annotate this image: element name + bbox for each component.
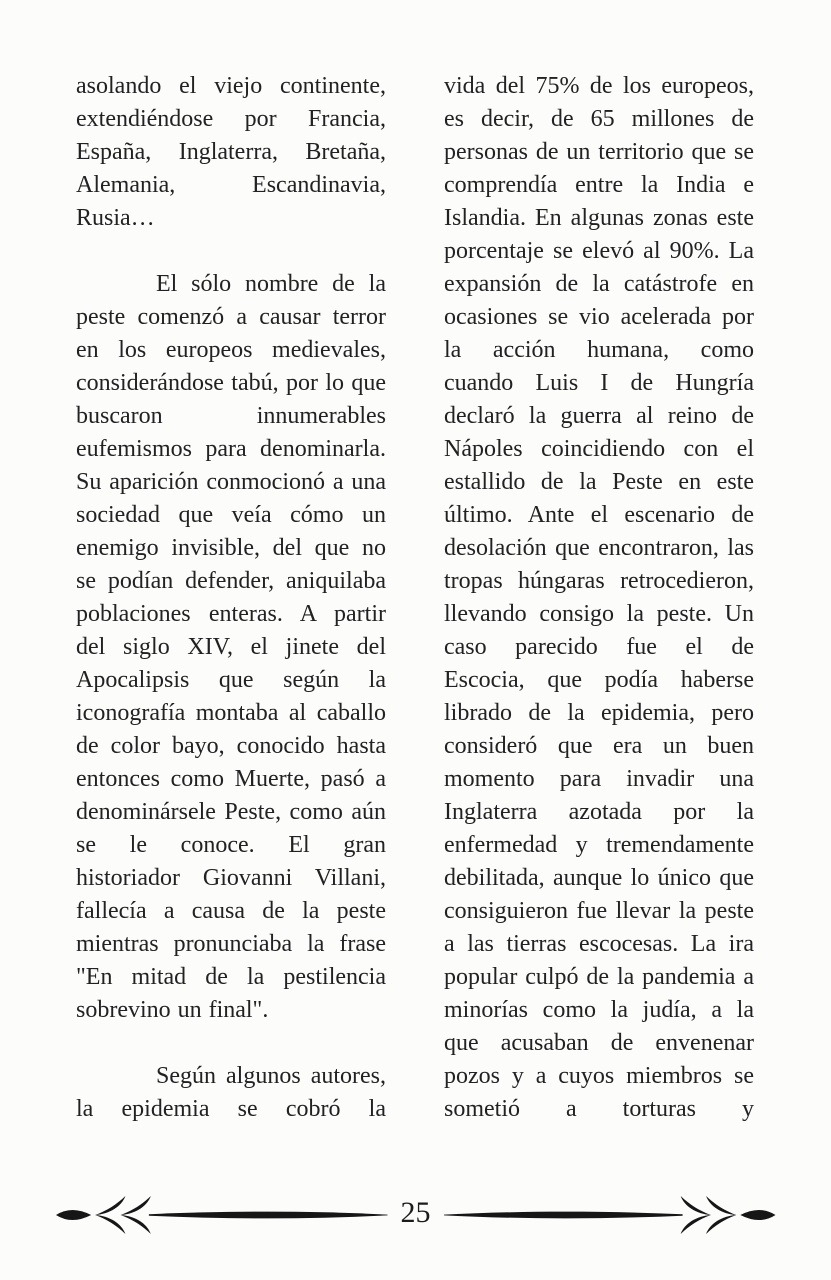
two-column-text-block	[76, 70, 755, 1188]
paragraph: El sólo nombre de la peste comenzó a causar terror en los europeos medievales, considerándose tabú, por lo que buscaron innumerables eufemismos para denominarla. Su aparición conmocionó a una sociedad que veía cómo un enemigo invisible, del que no se podían defender, aniquilaba poblaciones enteras. A partir del siglo XIV, el jinete del Apocalipsis que según la iconografía montaba al caballo de color bayo, conocido hasta entonces como Muerte, pasó a denominársele Peste, como aún se le conoce. El gran historiador Giovanni Villani, fallecía a causa de la peste mientras pronunciaba la frase "En mitad de la pestilencia sobrevino un final".	[76, 271, 386, 1023]
text-column-left	[76, 70, 386, 1188]
page-number: 25	[400, 1196, 431, 1229]
arrow-ornament-right-icon	[444, 1196, 777, 1234]
arrow-ornament-left-icon	[55, 1196, 388, 1234]
text-column-right	[444, 70, 754, 1188]
paragraph: asolando el viejo continente, extendiéndose por Francia, España, Inglaterra, Bretaña, Alemania, Escandinavia, Rusia…	[76, 73, 386, 231]
page-footer	[55, 1192, 776, 1238]
paragraph: vida del 75% de los europeos, es decir, de 65 millones de personas de un territorio que se comprendía entre la India e Islandia. En algunas zonas este porcentaje se elevó al 90%. La expansión de la catástrofe en ocasiones se vio acelerada por la acción humana, como cuando Luis I de Hungría declaró la guerra al reino de Nápoles coincidiendo con el estallido de la Peste en este último. Ante el escenario de desolación que encontraron, las tropas húngaras retrocedieron, llevando consigo la peste. Un caso parecido fue el de Escocia, que podía haberse librado de la epidemia, pero consideró que era un buen momento para invadir una Inglaterra azotada por la enfermedad y tremendamente debilitada, aunque lo único que consiguieron fue llevar la peste a las tierras escocesas. La ira popular culpó de la pandemia a minorías como la judía, a la que acusaban de envenenar pozos y a cuyos miembros se sometió a torturas y	[444, 73, 754, 1122]
paragraph: Según algunos autores, la epidemia se cobró la	[76, 1063, 386, 1122]
